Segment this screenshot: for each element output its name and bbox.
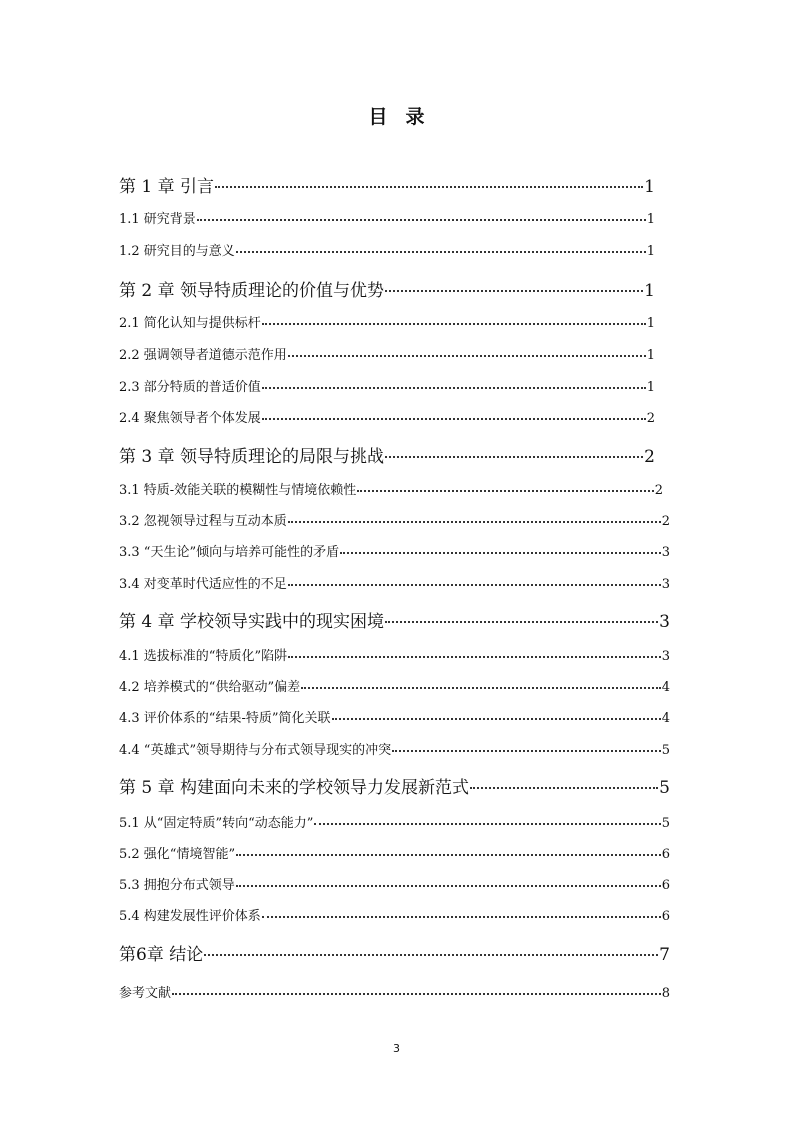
toc-leader-dots [262, 387, 646, 389]
toc-entry-page: 3 [659, 612, 670, 632]
toc-leader-dots [215, 186, 643, 188]
toc-entry-page: 3 [661, 649, 670, 664]
toc-entry-page: 5 [659, 778, 670, 798]
toc-section-entry[interactable] [119, 376, 655, 395]
toc-entry-title: 3.2 忽视领导过程与互动本质 [119, 514, 287, 529]
toc-section-entry[interactable] [119, 240, 655, 259]
toc-chapter-entry[interactable] [119, 607, 670, 632]
toc-entry-title: 2.3 部分特质的普适价值 [119, 380, 261, 395]
toc-entry-title: 1.2 研究目的与意义 [119, 244, 235, 259]
toc-section-entry[interactable] [119, 510, 670, 529]
toc-entry-title: 3.4 对变革时代适应性的不足 [119, 577, 287, 592]
toc-entry-title: 4.2 培养模式的“供给驱动”偏差 [119, 680, 301, 695]
toc-entry-title: 第 1 章 引言 [119, 177, 215, 197]
toc-entry-page: 5 [661, 816, 670, 831]
toc-leader-dots [288, 355, 646, 357]
toc-section-entry[interactable] [119, 874, 670, 893]
toc-leader-dots [385, 621, 658, 623]
toc-section-entry[interactable] [119, 982, 670, 1001]
toc-leader-dots [262, 418, 646, 420]
toc-section-entry[interactable] [119, 479, 663, 498]
toc-leader-dots [314, 823, 660, 825]
toc-leader-dots [340, 552, 661, 554]
toc-leader-dots [288, 521, 661, 523]
toc-entry-title: 第6章 结论 [119, 945, 204, 965]
toc-entry-page: 6 [661, 909, 670, 924]
toc-entry-page: 8 [661, 986, 670, 1001]
toc-entry-title: 1.1 研究背景 [119, 212, 196, 227]
toc-entry-page: 1 [646, 244, 655, 259]
toc-entry-page: 1 [646, 212, 655, 227]
toc-leader-dots [262, 916, 661, 918]
toc-entry-page: 1 [646, 316, 655, 331]
toc-chapter-entry[interactable] [119, 940, 670, 965]
toc-title: 目录 [368, 106, 443, 128]
toc-entry-title: 3.3 “天生论”倾向与培养可能性的矛盾 [119, 545, 340, 560]
toc-entry-title: 第 3 章 领导特质理论的局限与挑战 [119, 447, 385, 467]
page-number: 3 [393, 1042, 400, 1055]
toc-entry-page: 3 [661, 545, 670, 560]
toc-entry-title: 5.4 构建发展性评价体系 [119, 909, 261, 924]
toc-entry-page: 6 [661, 878, 670, 893]
toc-leader-dots [236, 885, 661, 887]
toc-entry-page: 1 [644, 281, 655, 301]
toc-entry-page: 5 [661, 743, 670, 758]
toc-entry-title: 参考文献 [119, 986, 172, 1001]
toc-entry-page: 1 [646, 380, 655, 395]
toc-section-entry[interactable] [119, 344, 655, 363]
toc-entry-page: 2 [644, 447, 655, 467]
toc-chapter-entry[interactable] [119, 172, 655, 197]
toc-entry-page: 2 [661, 514, 670, 529]
toc-entry-page: 4 [661, 711, 670, 726]
toc-entry-title: 5.1 从“固定特质”转向“动态能力” [119, 816, 314, 831]
toc-entry-page: 2 [646, 411, 655, 426]
toc-entry-title: 4.3 评价体系的“结果-特质”简化关联 [119, 711, 331, 726]
toc-leader-dots [385, 456, 643, 458]
toc-entry-page: 6 [661, 847, 670, 862]
toc-leader-dots [288, 584, 661, 586]
toc-section-entry[interactable] [119, 843, 670, 862]
toc-leader-dots [236, 854, 661, 856]
toc-section-entry[interactable] [119, 905, 670, 924]
toc-section-entry[interactable] [119, 541, 670, 560]
toc-entry-page: 1 [646, 348, 655, 363]
toc-entry-title: 5.3 拥抱分布式领导 [119, 878, 235, 893]
toc-entry-title: 5.2 强化“情境智能” [119, 847, 236, 862]
toc-chapter-entry[interactable] [119, 442, 655, 467]
toc-leader-dots [385, 290, 643, 292]
toc-section-entry[interactable] [119, 208, 655, 227]
toc-leader-dots [392, 750, 661, 752]
toc-section-entry[interactable] [119, 407, 655, 426]
toc-entry-title: 2.1 简化认知与提供标杆 [119, 316, 261, 331]
toc-leader-dots [204, 954, 658, 956]
toc-entry-page: 1 [644, 177, 655, 197]
toc-section-entry[interactable] [119, 573, 670, 592]
toc-entry-title: 2.2 强调领导者道德示范作用 [119, 348, 287, 363]
toc-section-entry[interactable] [119, 812, 670, 831]
toc-section-entry[interactable] [119, 312, 655, 331]
toc-leader-dots [470, 787, 658, 789]
toc-entry-title: 第 4 章 学校领导实践中的现实困境 [119, 612, 385, 632]
toc-entry-page: 3 [661, 577, 670, 592]
toc-entry-page: 7 [659, 945, 670, 965]
toc-chapter-entry[interactable] [119, 773, 670, 798]
toc-entry-title: 4.1 选拔标准的“特质化”陷阱 [119, 649, 288, 664]
toc-entry-title: 3.1 特质-效能关联的模糊性与情境依赖性 [119, 483, 357, 498]
toc-leader-dots [301, 687, 661, 689]
toc-leader-dots [332, 718, 661, 720]
toc-leader-dots [197, 219, 646, 221]
toc-leader-dots [288, 656, 661, 658]
toc-section-entry[interactable] [119, 676, 670, 695]
toc-entry-page: 4 [661, 680, 670, 695]
toc-entry-page: 2 [654, 483, 663, 498]
toc-chapter-entry[interactable] [119, 276, 655, 301]
toc-leader-dots [262, 323, 646, 325]
toc-leader-dots [236, 251, 646, 253]
toc-entry-title: 第 2 章 领导特质理论的价值与优势 [119, 281, 385, 301]
toc-section-entry[interactable] [119, 645, 670, 664]
toc-section-entry[interactable] [119, 739, 670, 758]
toc-entry-title: 4.4 “英雄式”领导期待与分布式领导现实的冲突 [119, 743, 392, 758]
toc-section-entry[interactable] [119, 707, 670, 726]
toc-entry-title: 第 5 章 构建面向未来的学校领导力发展新范式 [119, 778, 470, 798]
toc-leader-dots [357, 490, 654, 492]
toc-entry-title: 2.4 聚焦领导者个体发展 [119, 411, 261, 426]
toc-leader-dots [172, 993, 661, 995]
